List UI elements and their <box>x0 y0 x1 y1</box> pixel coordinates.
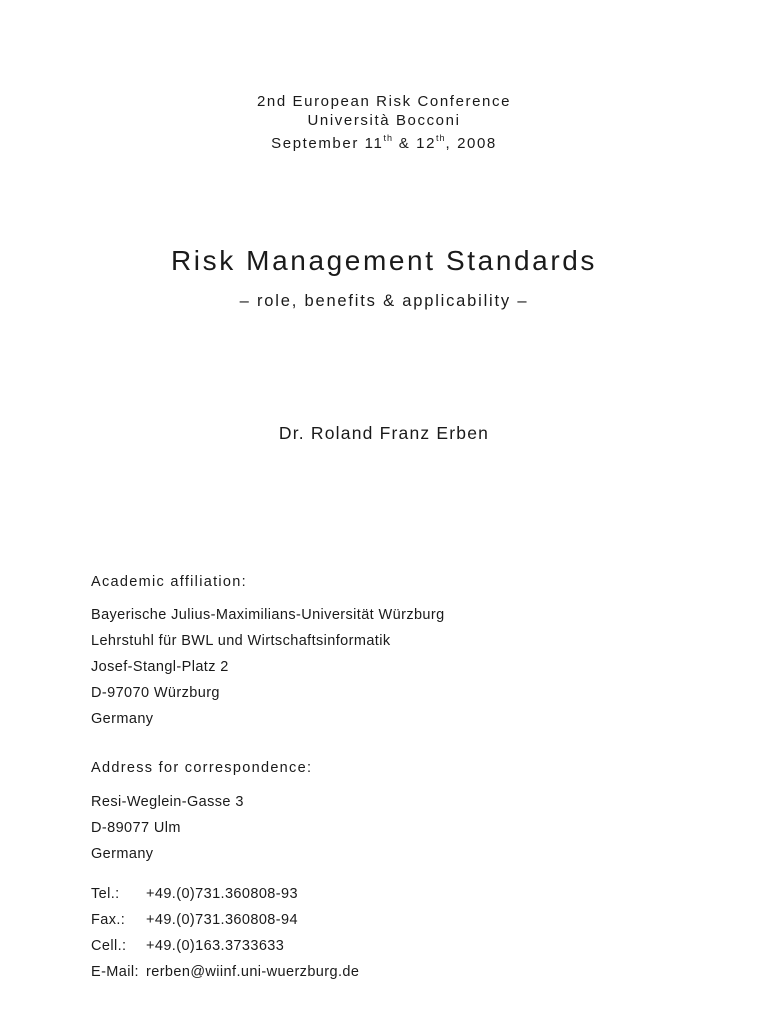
contact-value: +49.(0)731.360808-93 <box>146 886 298 902</box>
paper-subtitle: – role, benefits & applicability – <box>239 292 529 310</box>
contact-key: E-Mail: <box>91 964 139 980</box>
paper-title: Risk Management Standards <box>170 245 598 276</box>
contact-key: Tel.: <box>91 886 120 902</box>
conference-date-sup: th <box>436 133 446 143</box>
address-line: Germany <box>91 846 154 862</box>
contact-row-email <box>91 959 359 985</box>
conference-info <box>0 93 768 154</box>
conference-date-part: September 11 <box>271 135 384 152</box>
address-line: Germany <box>91 711 154 727</box>
correspondence-label: Address for correspondence: <box>91 760 313 776</box>
author-name: Dr. Roland Franz Erben <box>278 423 490 443</box>
address-line: Josef-Stangl-Platz 2 <box>91 659 229 675</box>
conference-date-part: , 2008 <box>445 135 497 152</box>
address-line: Bayerische Julius-Maximilians-Universität Würzburg <box>91 607 445 623</box>
email-address: rerben@wiinf.uni-wuerzburg.de <box>146 964 360 980</box>
conference-venue: Università Bocconi <box>307 111 461 129</box>
contact-row-tel <box>91 881 359 907</box>
address-line: D-97070 Würzburg <box>91 685 220 701</box>
conference-date-sup: th <box>383 133 393 143</box>
academic-affiliation-label: Academic affiliation: <box>91 574 247 590</box>
contact-key: Fax.: <box>91 912 126 928</box>
contact-details <box>91 881 359 985</box>
contact-row-fax <box>91 907 359 933</box>
conference-date <box>0 130 768 154</box>
correspondence-address <box>91 789 244 867</box>
address-line: D-89077 Ulm <box>91 820 181 836</box>
contact-value: +49.(0)163.3733633 <box>146 938 285 954</box>
address-line: Lehrstuhl für BWL und Wirtschaftsinformatik <box>91 633 391 649</box>
contact-row-cell <box>91 933 359 959</box>
contact-key: Cell.: <box>91 938 127 954</box>
contact-value: +49.(0)731.360808-94 <box>146 912 298 928</box>
conference-date-part: & 12 <box>392 135 437 152</box>
academic-affiliation-address <box>91 602 445 732</box>
address-line: Resi-Weglein-Gasse 3 <box>91 794 244 810</box>
conference-name: 2nd European Risk Conference <box>256 93 512 110</box>
